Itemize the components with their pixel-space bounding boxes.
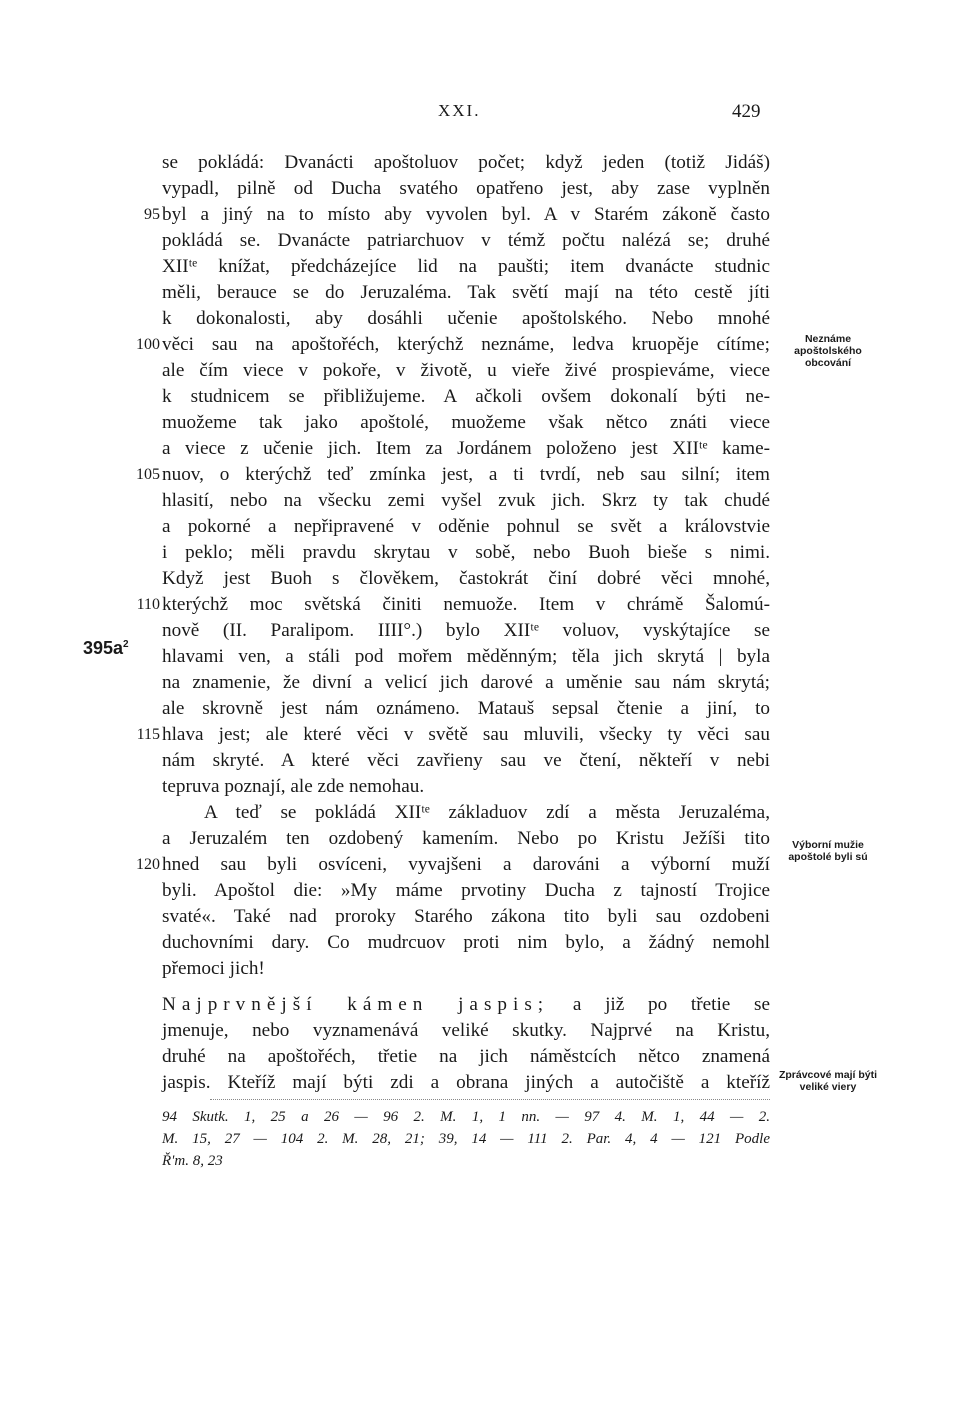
text-line: věci sau na apoštořéch, kterýchž neznáme, ledva kruopěje cítíme; — [162, 334, 770, 355]
text-line: hlasití, nebo na všecku zemi vyšel zvuk jich. Skrz ty tak chudé — [162, 490, 770, 511]
text-line: ale skrovně jest nám oznámeno. Matauš sepsal čtenie a jiní, to — [162, 698, 770, 719]
text-line: nám skryté. A které věci zavřieny sau ve čtení, někteří v nebi — [162, 750, 770, 771]
text-line: měli, berauce se do Jeruzaléma. Tak světí mají na této cestě jíti — [162, 282, 770, 303]
text-line: A teď se pokládá XIIᵗᵉ základuov zdí a města Jeruzaléma, — [204, 802, 770, 823]
footnote-line-1: 94 Skutk. 1, 25 a 26 — 96 2. M. 1, 1 nn. — 97 4. M. 1, 44 — 2. — [162, 1109, 770, 1125]
text-line: pokládá se. Dvanácte patriarchuov v témž počtu nalézá se; druhé — [162, 230, 770, 251]
footnote-line-2: M. 15, 27 — 104 2. M. 28, 21; 39, 14 — 111 2. Par. 4, 4 — 121 Podle — [162, 1131, 770, 1147]
text-line: ale čím viece v pokoře, v životě, u vieře živé prospieváme, viece — [162, 360, 770, 381]
text-line: tepruva poznají, ale zde nemohau. — [162, 776, 425, 797]
text-line: nuov, o kterýchž teď zmínka jest, a ti tvrdí, neb sau silní; item — [162, 464, 770, 485]
line-number: 115 — [136, 726, 160, 743]
page-number: 429 — [732, 101, 761, 122]
text-line: a viece z učenie jich. Item za Jordánem položeno jest XIIᵗᵉ kame- — [162, 438, 770, 459]
text-line: a Jeruzalém ten ozdobený kamením. Nebo po Kristu Ježíši tito — [162, 828, 770, 849]
chapter-heading: XXI. — [438, 101, 481, 120]
section2-line-2: jmenuje, nebo vyznamenává veliké skutky. Najprvé na Kristu, — [162, 1020, 770, 1041]
line-number: 95 — [144, 206, 160, 223]
section2-line-3: druhé na apoštořéch, třetie na jich náměstcích nětco znamená — [162, 1046, 770, 1067]
text-line: Když jest Buoh s člověkem, častokrát činí dobré věci mnohé, — [162, 568, 770, 589]
text-line: XIIᵗᵉ knížat, předcházejíce lid na paušti; item dvanácte studnic — [162, 256, 770, 277]
line-number: 120 — [136, 856, 160, 873]
text-line: hlava jest; ale které věci v světě sau mluvili, všecky ty věci sau — [162, 724, 770, 745]
text-line: kterýchž moc světská činiti nemuože. Item v chrámě Šalomú- — [162, 594, 770, 615]
text-line: muožeme tak jako apoštolé, muožeme však nětco znáti viece — [162, 412, 770, 433]
section2-line-1: Najprvnější kámen jaspis; a již po třetie se — [162, 994, 771, 1015]
text-line: duchovními dary. Co mudrcuov proti nim bylo, a žádný nemohl — [162, 932, 770, 953]
line-number: 100 — [136, 336, 160, 353]
margin-note-3: Zprávcové mají býti veliké viery — [778, 1069, 878, 1093]
text-line: přemoci jich! — [162, 958, 265, 979]
section2-line-4: jaspis. Kteříž mají býti zdi a obrana jiných a autočiště a kteříž — [162, 1072, 770, 1093]
line-number: 105 — [136, 466, 160, 483]
text-line: vypadl, pilně od Ducha svatého opatřeno jest, aby zase vyplněn — [162, 178, 770, 199]
text-line: svaté«. Také nad proroky Starého zákona tito byli sau ozdobeni — [162, 906, 770, 927]
footnote-rule — [210, 1099, 770, 1100]
folio-marker: $395a^2$ — [83, 638, 129, 658]
line-number: 110 — [136, 596, 160, 613]
footnote-line-3: Ř'm. 8, 23 — [162, 1153, 223, 1169]
margin-note-2: Výborní mužie apoštolé byli sú — [788, 839, 868, 863]
text-line: na znamenie, že divní a velicí jich darové a uměnie sau nám skrytá; — [162, 672, 770, 693]
text-line: nově (II. Paralipom. IIII°.) bylo XIIᵗᵉ voluov, vyskýtajíce se — [162, 620, 770, 641]
text-line: hlavami ven, a stáli pod mořem měděnným; těla jich skrytá | byla — [162, 646, 770, 667]
margin-note-1: Neznáme apoštolského obcování — [794, 333, 862, 369]
text-line: k studnicem se přibližujeme. A ačkoli ovšem dokonalí býti ne- — [162, 386, 770, 407]
text-line: a pokorné a nepřipravené v oděnie pohnul se svět a královstvie — [162, 516, 770, 537]
text-line: byl a jiný na to místo aby vyvolen byl. A v Starém zákoně často — [162, 204, 770, 225]
text-line: se pokládá: Dvanácti apoštoluov počet; když jeden (totiž Jidáš) — [162, 152, 770, 173]
text-line: k dokonalosti, aby dosáhli učenie apoštolského. Nebo mnohé — [162, 308, 770, 329]
text-line: byli. Apoštol die: »My máme prvotiny Ducha z tajností Trojice — [162, 880, 770, 901]
text-line: i peklo; měli pravdu skrytau v sobě, nebo Buoh bieše s nimi. — [162, 542, 770, 563]
text-line: hned sau byli osvíceni, vyvajšeni a darováni a výborní muží — [162, 854, 770, 875]
